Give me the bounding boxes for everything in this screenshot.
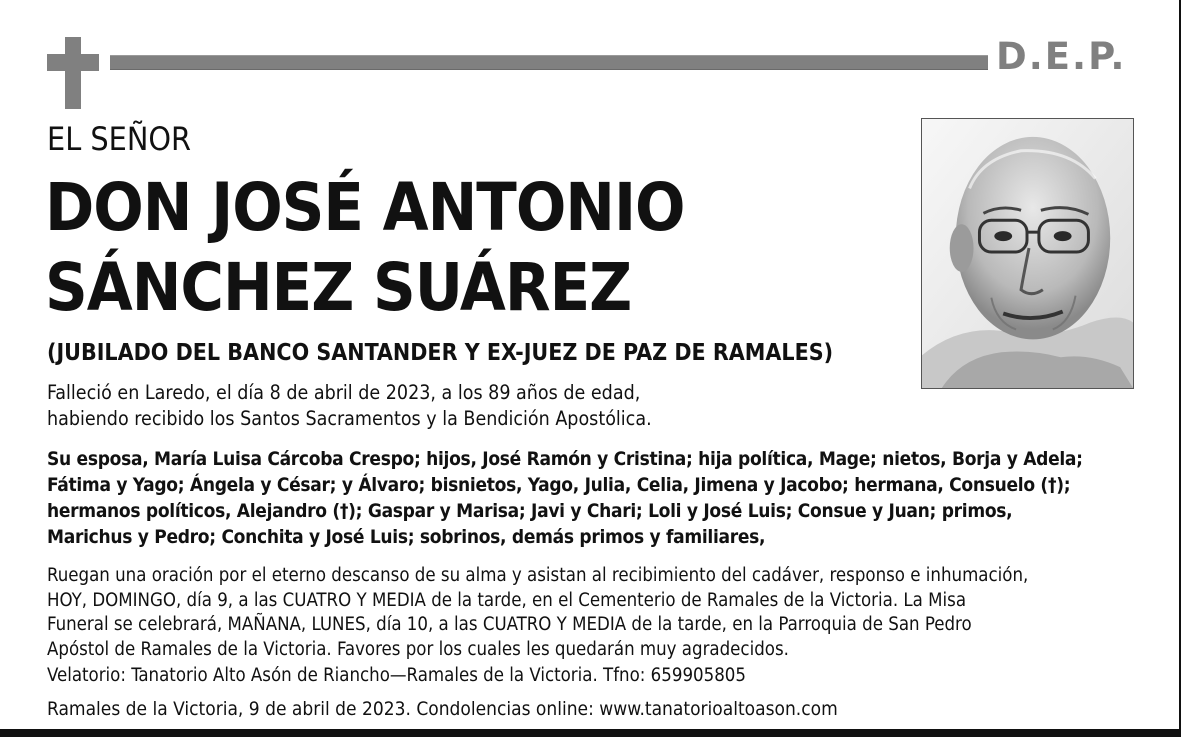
text-line: HOY, DOMINGO, día 9, a las CUATRO Y MEDIA de la tarde, en el Cementerio de Ramales de la Victoria. La Misa <box>47 589 967 611</box>
cross-icon <box>47 37 99 109</box>
text-line: Apóstol de Ramales de la Victoria. Favores por los cuales les quedarán muy agradecidos. <box>47 638 789 660</box>
deceased-subtitle: (JUBILADO DEL BANCO SANTANDER Y EX-JUEZ DE PAZ DE RAMALES) <box>47 340 834 366</box>
wake-info: Velatorio: Tanatorio Alto Asón de Riancho—Ramales de la Victoria. Tfno: 659905805 <box>47 665 746 686</box>
text-line: hermanos políticos, Alejandro (†); Gaspar y Marisa; Javi y Chari; Loli y José Luis; Consue y Juan; primos, <box>47 500 1013 522</box>
header-rule <box>110 55 988 70</box>
text-line: Su esposa, María Luisa Cárcoba Crespo; hijos, José Ramón y Cristina; hija política, Mage; nietos, Borja y Adela; <box>47 448 1083 470</box>
dep-label: D.E.P. <box>996 35 1127 78</box>
name-line: SÁNCHEZ SUÁREZ <box>45 249 632 326</box>
text-line: Fátima y Yago; Ángela y César; y Álvaro; bisnietos, Yago, Julia, Celia, Jimena y Jacobo; hermana, Consuelo (†); <box>47 474 1071 496</box>
text-line: Ruegan una oración por el eterno descanso de su alma y asistan al recibimiento del cadáver, responso e inhumación, <box>47 565 1029 586</box>
text-line: Marichus y Pedro; Conchita y José Luis; sobrinos, demás primos y familiares, <box>47 526 766 548</box>
deceased-name <box>45 168 685 328</box>
text-line: Funeral se celebrará, MAÑANA, LUNES, día 10, a las CUATRO Y MEDIA de la tarde, en la Parroquia de San Pedro <box>47 614 972 635</box>
death-details <box>47 380 652 432</box>
text-line: Falleció en Laredo, el día 8 de abril de 2023, a los 89 años de edad, <box>47 381 641 404</box>
text-line: habiendo recibido los Santos Sacramentos y la Bendición Apostólica. <box>47 407 652 430</box>
family-list <box>47 446 1083 550</box>
name-line: DON JOSÉ ANTONIO <box>45 169 685 246</box>
portrait-photo <box>921 118 1134 389</box>
funeral-details <box>47 564 1028 662</box>
title-prefix: EL SEÑOR <box>47 120 192 158</box>
footer-info: Ramales de la Victoria, 9 de abril de 2023. Condolencias online: www.tanatorioaltoason.com <box>47 698 838 720</box>
